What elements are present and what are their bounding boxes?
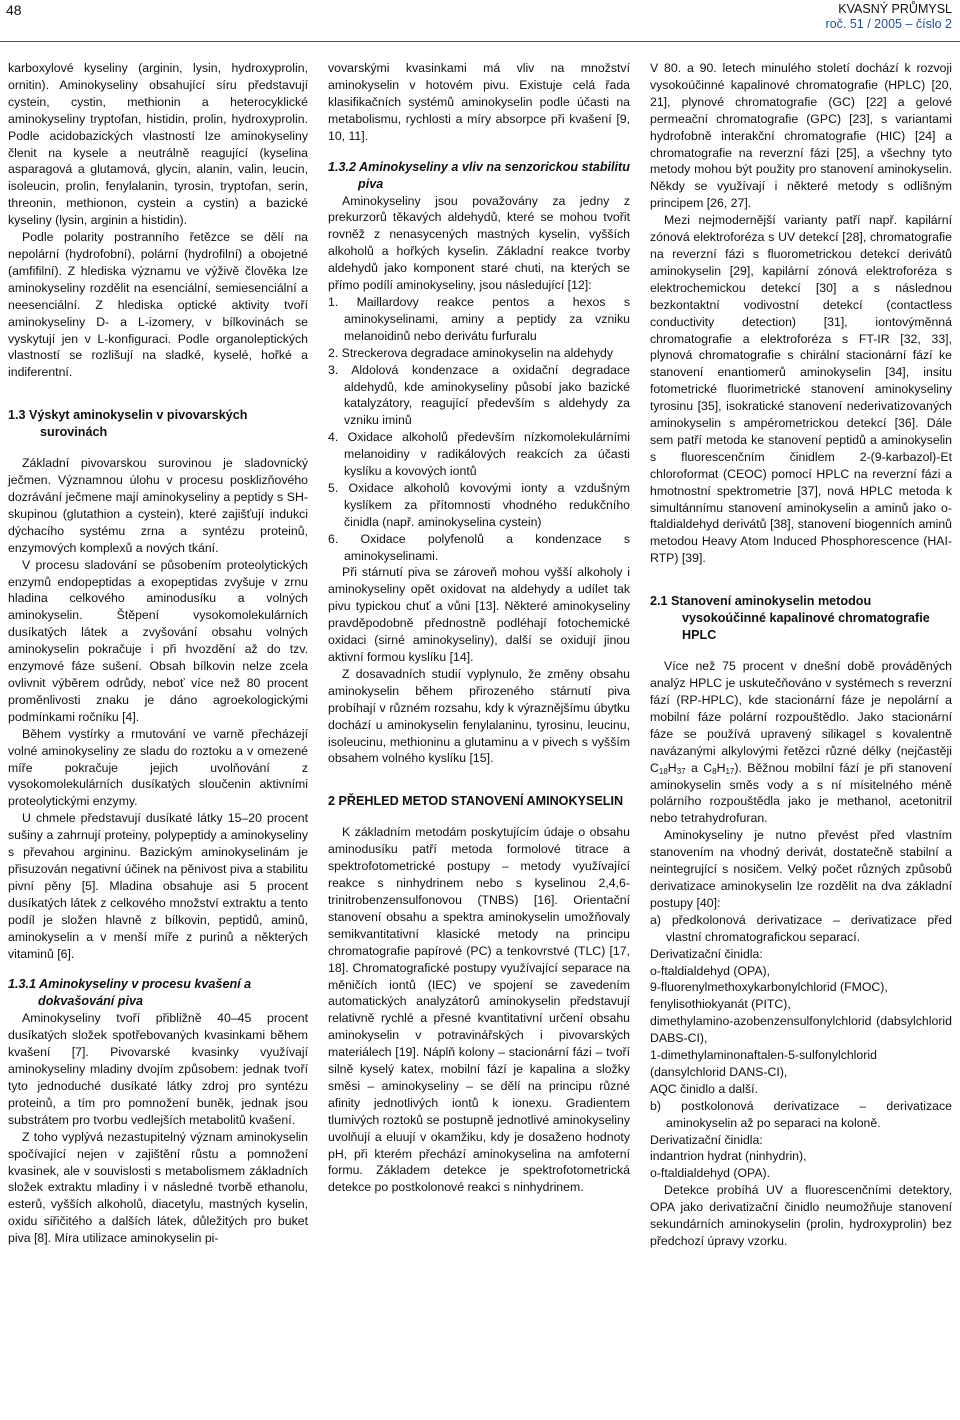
reagent-item: dimethylamino-azobenzensulfonylchlorid (dabsylchlorid DABS-CI), <box>650 1014 952 1046</box>
reagent-item: 1-dimethylaminonaftalen-5-sulfonylchlorid (dansylchlorid DANS-CI), <box>650 1048 877 1079</box>
subsection-heading-1-3-1: 1.3.1 Aminokyseliny v procesu kvašení a dokvašování piva <box>8 977 252 1009</box>
paragraph: K základním metodám poskytujícím údaje o obsahu aminodusíku patří metoda formolové titrace a spektrofotometrické postupy – metody využívající reakce s ninhydrinem nebo s kyselinou 2,4,6-trinitrobenzensulfonovou (TNBS) [16]. Orientační stanovení obsahu a spektra aminokyselin umožňovaly semikvantitativní klasické metody na principu chromatografie papírové (PC) a tenkovrstvé (TLC) [17, 18]. Chromatografické postupy využívající separace na měničích iontů (IEC) ve spojení se zavedením automatických analyzátorů aminokyselin představují relativně rychlé a přesné kvantitativní určení obsahu aminokyselin v potravinářských i pivovarských materiálech [19]. Náplň kolony – stacionární fázi – tvoří silně kyselý katex, mobilní fází je kapalina a složky směsi – aminokyseliny – se dělí na principu různé afinity jednotlivých iontů k ionexu. Gradientem tlumivých roztoků se postupně jednotlivé aminokyseliny uvolňují a eluují v okamžiku, kdy je dosaženo hodnoty pH, při kterém přechází aminokyselina na amfoterní formu. Základem detekce je spektrofotometrická detekce po postkolonové reakci s ninhydrinem. <box>328 825 630 1195</box>
subsection-heading-1-3-2: 1.3.2 Aminokyseliny a vliv na senzorickou stabilitu piva <box>328 159 630 191</box>
section-heading-2-1: 2.1 Stanovení aminokyselin metodou vysokoúčinné kapalinové chromatografie HPLC <box>650 594 930 643</box>
list-item: 4. Oxidace alkoholů především nízkomolekulárními melanoidiny v radikálových reakcích za účasti kyslíku a kovových iontů <box>328 430 630 479</box>
reagent-item: indantrion hydrat (ninhydrin), <box>650 1149 807 1164</box>
paragraph: Z toho vyplývá nezastupitelný význam aminokyselin spočívající nejen v zajištění růstu a pomnožení kvasinek, ale v souvislosti s metabolismem základních složek extraktu mladiny i v následné tvorbě ethanolu, esterů, vyšších alkoholů, diacetylu, mastných kyselin, oxidu siřičitého a dalších látek, důležitých pro buket piva [8]. Míra utilizace aminokyselin pi- <box>8 1129 308 1246</box>
paragraph: Podle polarity postranního řetězce se dělí na nepolární (hydrofobní), polární (hydrofilní) a obojetné (amfifilní). Z hlediska významu ve výživě člověka lze aminokyseliny rozdělit na esenciální, semiesenciální a neesenciální. Z hlediska optické aktivity tvoří aminokyseliny D- a L-izomery, v bílkovinách se vyskytují jen v L-konfiguraci. Podle organoleptických vlastností se rozlišují na sladké, kyselé, hořké a indiferentní. <box>8 230 308 380</box>
page-number: 48 <box>6 2 22 18</box>
reagent-item: AQC činidlo a další. <box>650 1081 758 1096</box>
paragraph: vovarskými kvasinkami má vliv na množství aminokyselin v hotovém pivu. Existuje celá řada klasifikačních systémů aminokyselin podle účasti na metabolismu, rychlosti a míry absorpce při kvašení [9, 10, 11]. <box>328 61 630 143</box>
paragraph: Detekce probíhá UV a fluorescenčními detektory, OPA jako derivatizační činidlo neumožňuje stanovení sekundárních aminokyselin (prolin, hydroxyprolin) bez předchozí úpravy vzorku. <box>650 1183 952 1248</box>
paragraph: U chmele představují dusíkaté látky 15–20 procent sušiny a zahrnují proteiny, polypeptidy a aminokyseliny s převahou argininu. Bazickým aminokyselinám je přisuzován negativní účinek na pěnivost piva a stabilitu pivní pěny [5]. Mladina obsahuje asi 5 procent dusíkatých látek z celkového množství extraktu a tento podíl je složen hlavně z bílkovin, peptidů, aminů, aminokyselin a v menší míře z purinů a některých vitaminů [6]. <box>8 811 308 961</box>
paragraph <box>650 658 952 827</box>
list-item: 3. Aldolová kondenzace a oxidační degradace aldehydů, kde aminokyseliny působí jako bazické katalyzátory, reagující především s aldehydy za vzniku iminů <box>328 362 630 428</box>
paragraph: Mezi nejmodernější varianty patří např. kapilární zónová elektroforéza s UV detekcí [28], chromatografie na reverzní fázi s fluorometrickou detekcí derivátů aminokyselin [29], kapilární zónová elektroforéza s elektrochemickou detekcí [30] a s následnou bezkontaktní vodivostní detekcí (contactless conductivity detection) [31], iontovýměnná chromatografie a elektroforéza s FT-IR [32, 33], plynová chromatografie s chirální stacionární fází ke stanovení enantiomerů aminokyselin [34], insitu fotometrické fluorimetrické stanovení aminokyseliny tyrosinu [35], isokratické stanovení nederivatizovaných aminokyselin s ampérometrickou detekcí [36]. Dále sem patří metoda ke stanovení peptidů a aminokyselin s fluorescenčním činidlem 2-(9-karbazol)-Et chloroformat (CEOC) pomocí HPLC na reverzní fázi a hmotnostní spektrometrie [37], nová HPLC metoda k simultánnímu stanovení aminokyselin a aminů jako o-ftaldialdehyd derivátů [38], stanovení biogenních aminů metodou Heavy Atom Induced Phosphorescence (HAI-RTP) [39]. <box>650 213 952 566</box>
subscript: 17 <box>725 766 735 776</box>
paragraph: Základní pivovarskou surovinou je sladovnický ječmen. Významnou úlohu v procesu posklizňového dozrávání ječmene mají aminokyseliny a peptidy s SH-skupinou (glutathion a cystein), které zajišťují indukci dýchacího systému zrna a syntézu proteinů, enzymových komplexů a nových tkání. <box>8 456 308 555</box>
text-run: H <box>716 760 726 775</box>
reagent-item: o-ftaldialdehyd (OPA), <box>650 963 771 978</box>
list-item: 6. Oxidace polyfenolů a kondenzace s aminokyselinami. <box>328 531 630 563</box>
reagent-label: Derivatizační činidla: <box>650 1132 763 1147</box>
reagent-label: Derivatizační činidla: <box>650 946 763 961</box>
list-item: 2. Streckerova degradace aminokyselin na aldehydy <box>328 345 614 360</box>
text-column-3 <box>650 60 952 1250</box>
paragraph: Při stárnutí piva se zároveň mohou vyšší alkoholy i aminokyseliny opět oxidovat na aldehydy a udílet tak pivu typickou chuť a vůni [13]. Některé aminokyseliny pravděpodobně přednostně podléhají fotochemické oxidaci (sirné aminokyseliny), další se oxidují jinou aktivní formou kyslíku [14]. <box>328 565 630 664</box>
text-run: a C <box>685 760 713 775</box>
derivatization-a: a) předkolonová derivatizace – derivatizace před vlastní chromatografickou separací. <box>650 912 952 944</box>
paragraph: karboxylové kyseliny (arginin, lysin, hydroxyprolin, ornitin). Aminokyseliny obsahující síru představují cystein, cystin, methionin a heterocyklické aminokyseliny tryptofan, histidin, prolin, hydroxyprolin. Podle acidobazických vlastností lze aminokyseliny členit na kysele a neutrálně reagující (kyselina asparagová a glutamová, glycin, alanin, valin, leucin, isoleucin, prolin, fenylalanin, tyrosin, tryptofan, serin, threonin, methionon, cystein a cystin) a bazické kyseliny (lysin, arginin a histidin). <box>8 61 308 228</box>
paragraph: V 80. a 90. letech minulého století dochází k rozvoji vysokoúčinné kapalinové chromatografie (HPLC) [20, 21], plynové chromatografie (GC) [22] a gelové permeační chromatografie (GPC) [23], s variantami hydrofobně interakční chromatografie (HIC) [24] a chromatografie na reverzní fázi [25], a všechny tyto metody mohou být použity pro stanovení aminokyselin. Někdy se využívají i některé metody s odlišným principem [26, 27]. <box>650 61 952 211</box>
page-header <box>0 0 960 50</box>
list-item: 5. Oxidace alkoholů kovovými ionty a vzdušným kyslíkem za přítomnosti vhodného redukčního činidla (např. aminokyselina cystein) <box>328 480 630 529</box>
text-run: ). Běžnou mobilní fází je při stanovení aminokyselin směs vody a s ní mísitelného méně polárního rozpouštědla jako je methanol, acetonitril nebo tetrahydrofuran. <box>650 760 952 826</box>
journal-issue: roč. 51 / 2005 – číslo 2 <box>825 17 952 31</box>
header-rule <box>0 41 960 42</box>
reagent-item: o-ftaldialdehyd (OPA). <box>650 1166 771 1181</box>
section-heading-2: 2 PŘEHLED METOD STANOVENÍ AMINOKYSELIN <box>328 794 624 809</box>
subscript: 37 <box>676 766 686 776</box>
text-column-2 <box>328 60 630 1196</box>
reagent-item: fenylisothiokyanát (PITC), <box>650 997 791 1012</box>
text-run: Více než 75 procent v dnešní době prováděných analýz HPLC je uskutečňováno v systémech s reverzní fází (RP-HPLC), kde stacionární fáze je nepolární a mobilní fáze polární rozpouštědlo. Jako stacionární fáze se používá upravený silikagel s kovalentně navázanými alkylovými řetězci různé délky (nejčastěji C <box>650 659 952 775</box>
section-heading-1-3: 1.3 Výskyt aminokyselin v pivovarských surovinách <box>8 408 248 440</box>
text-column-1 <box>8 60 308 1247</box>
derivatization-b: b) postkolonová derivatizace – derivatizace aminokyselin až po separaci na koloně. <box>650 1098 952 1130</box>
paragraph: Aminokyseliny jsou považovány za jedny z prekurzorů těkavých aldehydů, které se mohou tvořit rovněž z nenasycených mastných kyselin, vyšších alkoholů a hořkých kyselin. Základní reakce tvorby aldehydů jako komponent staré chuti, na kterých se přímo podílí aminokyseliny, jsou následující [12]: <box>328 193 630 293</box>
paragraph: Během vystírky a rmutování ve varně přecházejí volné aminokyseliny ze sladu do roztoku a v omezené míře pokračuje jejich uvolňování z vysokomolekulárních dusíkatých sloučenin aktivními proteolytickými enzymy. <box>8 726 308 809</box>
paragraph: V procesu sladování se působením proteolytických enzymů endopeptidas a exopeptidas zvyšuje v zrnu hladina celkového aminodusíku a volných aminokyselin. Štěpení vysokomolekulárních dusíkatých látek a zvyšování obsahu volných aminokyselin pokračuje i při hvozdění až do tzv. enzymové fáze sušení. Obsah bílkovin nelze zcela ovlivnit výběrem odrůdy, neboť více než 80 procent proměnlivosti znaku je dáno agroekologickými podmínkami ročníku [4]. <box>8 557 308 724</box>
text-run: H <box>667 760 677 775</box>
list-item: 1. Maillardovy reakce pentos a hexos s aminokyselinami, aminy a peptidy za vzniku melanoidinů nebo derivátu furfuralu <box>328 294 630 343</box>
paragraph: Z dosavadních studií vyplynulo, že změny obsahu aminokyselin během přirozeného stárnutí piva probíhají v různém rozsahu, kdy k výraznějšímu úbytku dochází u aminokyselin fenylalaninu, tyrosinu, leucinu, isoleucinu, methioninu a glutaminu a v pivech s vyšším obsahem volného kyslíku [15]. <box>328 666 630 766</box>
paragraph: Aminokyseliny je nutno převést před vlastním stanovením na vhodný derivát, dostatečně stabilní a neintegrující s nosičem. Velký počet různých způsobů derivatizace aminokyselin lze rozdělit na dva základní postupy [40]: <box>650 828 952 910</box>
subscript: 8 <box>712 766 717 776</box>
journal-info <box>826 2 952 32</box>
journal-title: KVASNÝ PRŮMYSL <box>838 2 952 16</box>
subscript: 18 <box>658 766 668 776</box>
reagent-item: 9-fluorenylmethoxykarbonylchlorid (FMOC), <box>650 980 888 995</box>
paragraph: Aminokyseliny tvoří přibližně 40–45 procent dusíkatých složek spotřebovaných kvasinkami během kvašení [7]. Pivovarské kvasinky využívají aminokyseliny mladiny dvojím způsobem: jednak tvoří tyto jednoduché dusíkaté látky zdroj pro syntézu proteinů, a tím pro pomnožení buněk, jednak jsou substrátem pro tvorbu vedlejších metabolitů kvašení. <box>8 1011 308 1127</box>
reaction-list <box>328 294 630 565</box>
